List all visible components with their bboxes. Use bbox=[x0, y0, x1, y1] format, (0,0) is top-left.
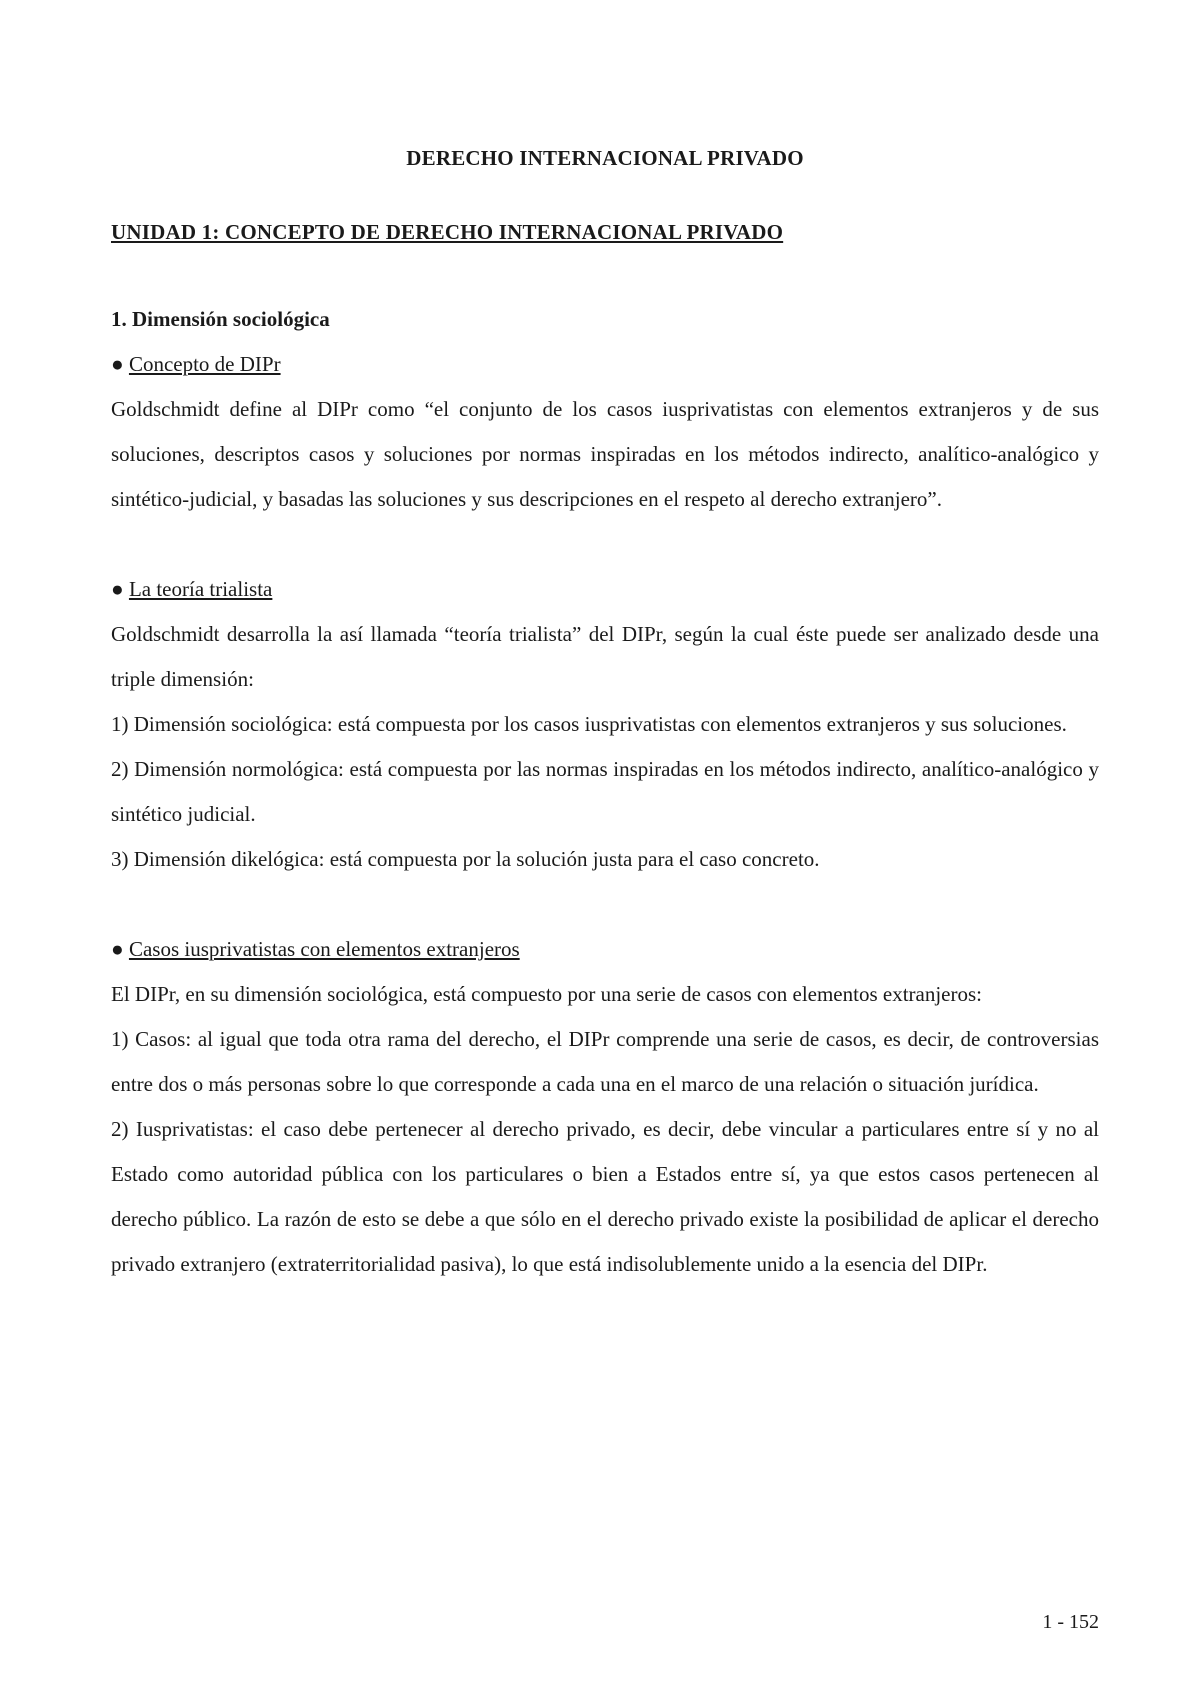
page-number: 1 - 152 bbox=[1042, 1611, 1099, 1633]
bullet-icon: ● bbox=[111, 352, 124, 376]
list-item: 2) Iusprivatistas: el caso debe pertenecer al derecho privado, es decir, debe vincular a particulares entre sí y no al Estado como autoridad pública con los particulares o bien a Estados entre sí, ya que estos casos pertenecen al derecho público. La razón de esto se debe a que sólo en el derecho privado existe la posibilidad de aplicar el derecho privado extranjero (extraterritorialidad pasiva), lo que está indisolublemente unido a la esencia del DIPr. bbox=[111, 1117, 1099, 1276]
document-title: DERECHO INTERNACIONAL PRIVADO bbox=[406, 146, 804, 170]
bullet-label-teoria: La teoría trialista bbox=[128, 577, 273, 601]
bullet-icon: ● bbox=[111, 577, 124, 601]
unit-title: UNIDAD 1: CONCEPTO DE DERECHO INTERNACIONAL PRIVADO bbox=[111, 220, 784, 244]
spacer bbox=[111, 882, 1099, 927]
bullet-heading-teoria bbox=[111, 567, 1099, 612]
paragraph-casos-intro: El DIPr, en su dimensión sociológica, está compuesto por una serie de casos con elementos extranjeros: bbox=[111, 982, 983, 1006]
bullet-label-concepto: Concepto de DIPr bbox=[128, 352, 281, 376]
list-item: 2) Dimensión normológica: está compuesta por las normas inspiradas en los métodos indirecto, analítico-analógico y sintético judicial. bbox=[111, 757, 1099, 826]
list-item: 1) Dimensión sociológica: está compuesta por los casos iusprivatistas con elementos extranjeros y sus soluciones. bbox=[111, 712, 1067, 736]
page-content bbox=[111, 146, 1099, 1287]
paragraph-teoria-intro: Goldschmidt desarrolla la así llamada “teoría trialista” del DIPr, según la cual éste puede ser analizado desde una triple dimensión: bbox=[111, 622, 1099, 691]
section-heading: 1. Dimensión sociológica bbox=[111, 307, 330, 331]
bullet-label-casos: Casos iusprivatistas con elementos extranjeros bbox=[128, 937, 520, 961]
bullet-icon: ● bbox=[111, 937, 124, 961]
paragraph-concepto: Goldschmidt define al DIPr como “el conjunto de los casos iusprivatistas con elementos extranjeros y de sus soluciones, descriptos casos y soluciones por normas inspiradas en los métodos indirecto, analítico-analógico y sintético-judicial, y basadas las soluciones y sus descripciones en el respeto al derecho extranjero”. bbox=[111, 397, 1099, 511]
list-item: 3) Dimensión dikelógica: está compuesta por la solución justa para el caso concreto. bbox=[111, 847, 820, 871]
bullet-heading-casos bbox=[111, 927, 1099, 972]
spacer bbox=[111, 522, 1099, 567]
list-item: 1) Casos: al igual que toda otra rama del derecho, el DIPr comprende una serie de casos, es decir, de controversias entre dos o más personas sobre lo que corresponde a cada una en el marco de una relación o situación jurídica. bbox=[111, 1027, 1099, 1096]
bullet-heading-concepto bbox=[111, 342, 1099, 387]
